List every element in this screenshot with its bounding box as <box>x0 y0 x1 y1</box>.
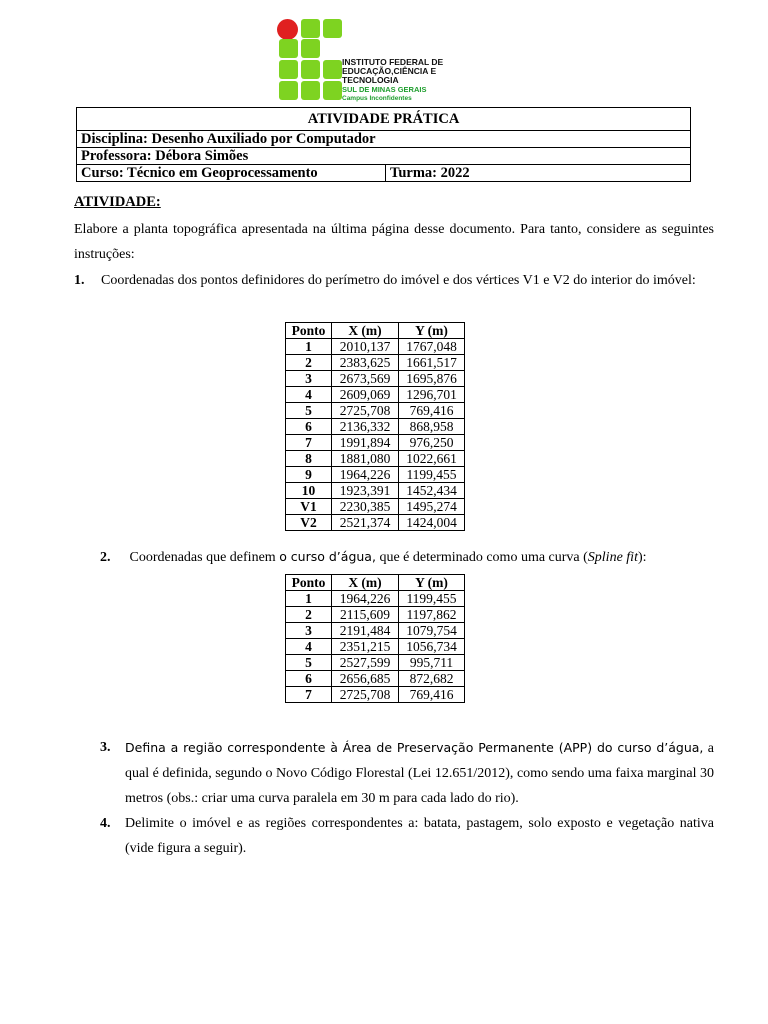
curso-cell: Curso: Técnico em Geoprocessamento <box>77 165 386 182</box>
point-cell: 10 <box>286 483 332 499</box>
x-cell: 2725,708 <box>332 687 399 703</box>
header-table <box>76 107 691 182</box>
table-row <box>286 451 465 467</box>
y-cell: 769,416 <box>399 403 465 419</box>
table-row <box>286 339 465 355</box>
column-header: Ponto <box>286 323 332 339</box>
x-cell: 2191,484 <box>332 623 399 639</box>
table-row <box>286 371 465 387</box>
y-cell: 976,250 <box>399 435 465 451</box>
point-cell: 1 <box>286 591 332 607</box>
x-cell: 1964,226 <box>332 591 399 607</box>
item-2-text-b: o curso d’água, <box>279 549 376 564</box>
logo-text: INSTITUTO FEDERAL DE EDUCAÇÃO,CIÊNCIA E TECNOLOGIA SUL DE MINAS GERAIS Campus Inconfidentes <box>342 57 444 102</box>
item-3-number: 3. <box>100 740 111 755</box>
document-title: ATIVIDADE PRÁTICA <box>77 108 691 131</box>
x-cell: 2115,609 <box>332 607 399 623</box>
y-cell: 995,711 <box>399 655 465 671</box>
y-cell: 872,682 <box>399 671 465 687</box>
table-row <box>286 655 465 671</box>
point-cell: 2 <box>286 355 332 371</box>
instruction-item-1 <box>74 268 714 293</box>
table-row <box>286 355 465 371</box>
point-cell: 1 <box>286 339 332 355</box>
point-cell: V1 <box>286 499 332 515</box>
x-cell: 2010,137 <box>332 339 399 355</box>
item-2-text-d: ): <box>637 550 647 565</box>
instruction-item-3 <box>100 735 714 811</box>
river-coordinates-table <box>285 574 465 703</box>
x-cell: 2521,374 <box>332 515 399 531</box>
point-cell: 6 <box>286 671 332 687</box>
x-cell: 2351,215 <box>332 639 399 655</box>
turma-cell: Turma: 2022 <box>386 165 691 182</box>
perimeter-coordinates-table <box>285 322 465 531</box>
item-3-text-sans: Defina a região correspondente à Área de Preservação Permanente (APP) do curso d’água, <box>125 740 704 755</box>
y-cell: 1424,004 <box>399 515 465 531</box>
y-cell: 1197,862 <box>399 607 465 623</box>
y-cell: 769,416 <box>399 687 465 703</box>
y-cell: 1767,048 <box>399 339 465 355</box>
table-row <box>286 639 465 655</box>
x-cell: 2527,599 <box>332 655 399 671</box>
x-cell: 1964,226 <box>332 467 399 483</box>
logo-red-dot <box>277 19 298 40</box>
table-row <box>286 435 465 451</box>
table-row <box>286 607 465 623</box>
table-row <box>286 387 465 403</box>
table-row <box>286 403 465 419</box>
column-header: Y (m) <box>399 323 465 339</box>
y-cell: 1695,876 <box>399 371 465 387</box>
item-1-text: Coordenadas dos pontos definidores do perímetro do imóvel e dos vértices V1 e V2 do interior do imóvel: <box>101 273 696 288</box>
point-cell: 3 <box>286 623 332 639</box>
column-header: X (m) <box>332 323 399 339</box>
x-cell: 1881,080 <box>332 451 399 467</box>
item-2-number: 2. <box>100 550 111 565</box>
y-cell: 1495,274 <box>399 499 465 515</box>
table-row <box>286 483 465 499</box>
table-row <box>286 623 465 639</box>
item-4-text: Delimite o imóvel e as regiões correspondentes a: batata, pastagem, solo exposto e vegetação nativa (vide figura a seguir). <box>125 816 714 856</box>
point-cell: 8 <box>286 451 332 467</box>
professora-cell: Professora: Débora Simões <box>77 148 691 165</box>
y-cell: 1296,701 <box>399 387 465 403</box>
x-cell: 2725,708 <box>332 403 399 419</box>
table-row <box>286 591 465 607</box>
point-cell: 5 <box>286 403 332 419</box>
y-cell: 1056,734 <box>399 639 465 655</box>
x-cell: 2656,685 <box>332 671 399 687</box>
instruction-item-2 <box>100 544 714 570</box>
x-cell: 2609,069 <box>332 387 399 403</box>
column-header: Y (m) <box>399 575 465 591</box>
x-cell: 2673,569 <box>332 371 399 387</box>
point-cell: 4 <box>286 639 332 655</box>
activity-heading: ATIVIDADE: <box>74 194 161 210</box>
table-row <box>286 419 465 435</box>
y-cell: 1452,434 <box>399 483 465 499</box>
y-cell: 1199,455 <box>399 467 465 483</box>
instruction-item-4 <box>100 811 714 861</box>
table-row <box>286 687 465 703</box>
point-cell: 7 <box>286 435 332 451</box>
y-cell: 868,958 <box>399 419 465 435</box>
y-cell: 1022,661 <box>399 451 465 467</box>
point-cell: 2 <box>286 607 332 623</box>
point-cell: 7 <box>286 687 332 703</box>
y-cell: 1661,517 <box>399 355 465 371</box>
x-cell: 1991,894 <box>332 435 399 451</box>
point-cell: 3 <box>286 371 332 387</box>
item-2-text-a: Coordenadas que definem <box>129 550 276 565</box>
point-cell: 6 <box>286 419 332 435</box>
item-1-number: 1. <box>74 273 85 288</box>
x-cell: 2230,385 <box>332 499 399 515</box>
table-header-row <box>286 575 465 591</box>
item-3-text: a qual é definida, segundo o Novo Código Florestal (Lei 12.651/2012), como sendo uma faixa marginal 30 metros (obs.: criar uma curva paralela em 30 m para cada lado do rio). <box>125 741 714 806</box>
x-cell: 2136,332 <box>332 419 399 435</box>
x-cell: 2383,625 <box>332 355 399 371</box>
column-header: X (m) <box>332 575 399 591</box>
table-row <box>286 499 465 515</box>
y-cell: 1079,754 <box>399 623 465 639</box>
disciplina-cell: Disciplina: Desenho Auxiliado por Computador <box>77 131 691 148</box>
table-row <box>286 671 465 687</box>
item-2-italic: Spline fit <box>587 550 638 565</box>
table-header-row <box>286 323 465 339</box>
point-cell: 5 <box>286 655 332 671</box>
point-cell: 4 <box>286 387 332 403</box>
item-4-number: 4. <box>100 816 111 831</box>
x-cell: 1923,391 <box>332 483 399 499</box>
point-cell: V2 <box>286 515 332 531</box>
table-row <box>286 515 465 531</box>
item-2-text-c: que é determinado como uma curva ( <box>379 550 588 565</box>
table-row <box>286 467 465 483</box>
intro-paragraph: Elabore a planta topográfica apresentada na última página desse documento. Para tanto, considere as seguintes instruções: <box>74 222 714 262</box>
y-cell: 1199,455 <box>399 591 465 607</box>
institution-logo <box>277 19 492 103</box>
column-header: Ponto <box>286 575 332 591</box>
point-cell: 9 <box>286 467 332 483</box>
